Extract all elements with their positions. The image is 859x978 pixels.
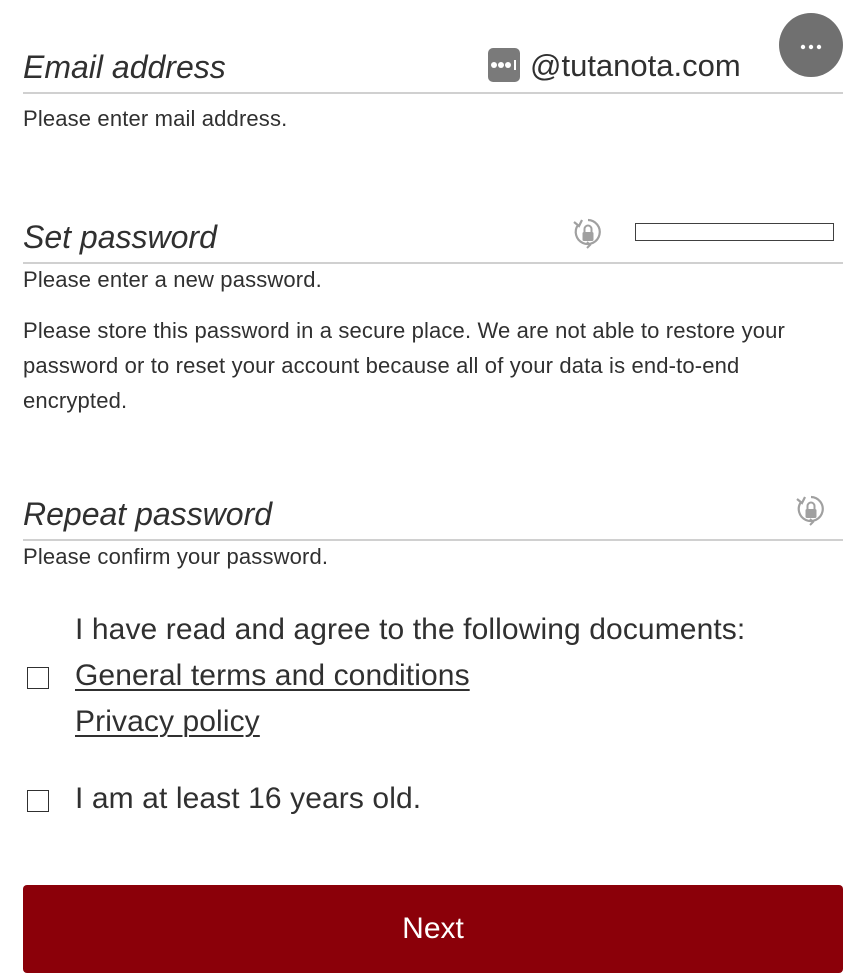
lock-refresh-icon[interactable]	[796, 494, 826, 528]
password-manager-icon[interactable]	[488, 48, 520, 82]
password-helper-text: Please enter a new password.	[23, 267, 322, 292]
terms-intro-text: I have read and agree to the following documents:	[75, 613, 746, 646]
general-terms-link[interactable]: General terms and conditions	[75, 659, 470, 692]
password-strength-bar	[635, 223, 834, 241]
terms-checkbox[interactable]	[27, 667, 49, 689]
terms-agreement	[75, 607, 745, 745]
email-helper-text: Please enter mail address.	[23, 106, 288, 131]
privacy-policy-link[interactable]: Privacy policy	[75, 705, 260, 738]
age-confirmation-label: I am at least 16 years old.	[75, 782, 422, 815]
repeat-password-field[interactable]	[23, 477, 843, 541]
password-storage-notice: Please store this password in a secure place. We are not able to restore your password or to reset your account because all of your data is end-to-end encrypted.	[23, 318, 785, 413]
more-options-button[interactable]	[779, 13, 843, 77]
next-button[interactable]: Next	[23, 885, 843, 973]
age-checkbox[interactable]	[27, 790, 49, 812]
password-field[interactable]	[23, 200, 843, 264]
password-label: Set password	[23, 219, 217, 255]
email-field[interactable]	[23, 30, 843, 94]
email-label: Email address	[23, 49, 226, 85]
email-domain-suffix: @tutanota.com	[530, 48, 741, 83]
lock-refresh-icon[interactable]	[573, 217, 603, 251]
repeat-password-helper-text: Please confirm your password.	[23, 544, 329, 569]
repeat-password-label: Repeat password	[23, 496, 273, 532]
more-horizontal-icon	[800, 38, 822, 53]
